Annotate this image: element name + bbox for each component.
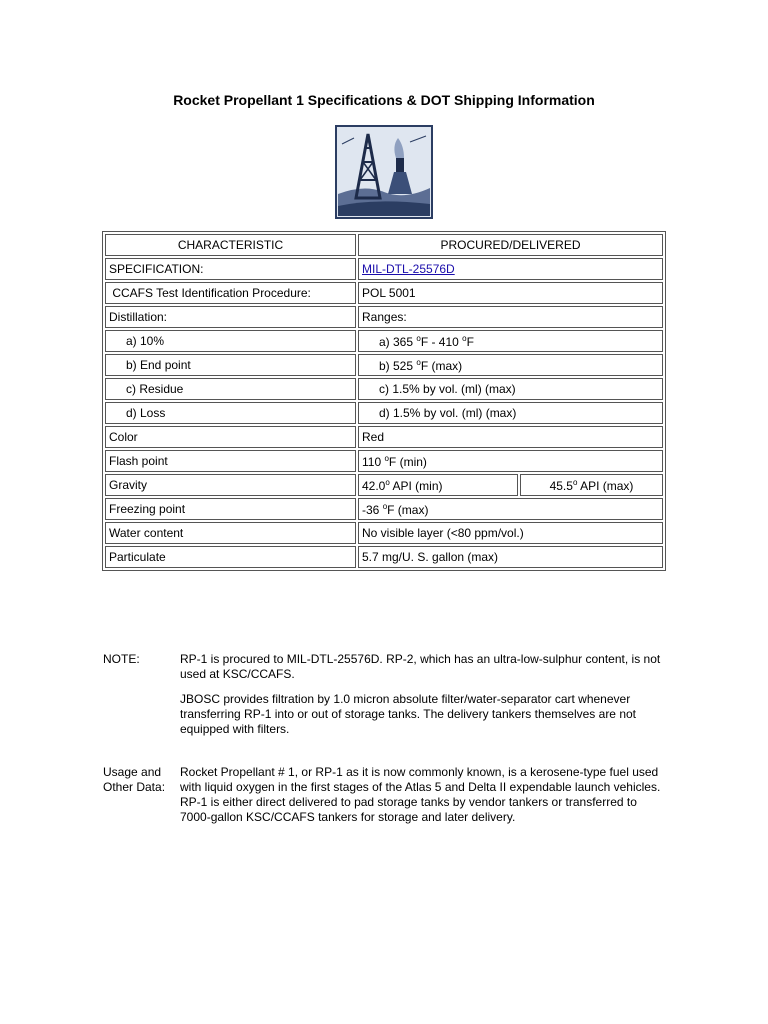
value-part: F (max) bbox=[387, 502, 429, 517]
note-body bbox=[180, 652, 670, 747]
row-value bbox=[358, 498, 663, 520]
usage-label-line: Usage and bbox=[103, 765, 162, 779]
row-label: Water content bbox=[105, 522, 356, 544]
row-value: Ranges: bbox=[358, 306, 663, 328]
table-row bbox=[105, 450, 663, 472]
degree-mark: o bbox=[572, 477, 578, 487]
table-row bbox=[105, 354, 663, 376]
table-row bbox=[105, 282, 663, 304]
row-label: Distillation: bbox=[105, 306, 356, 328]
row-label-text: CCAFS Test Identification Procedure: bbox=[112, 286, 311, 300]
row-value: Red bbox=[358, 426, 663, 448]
usage-paragraph: Rocket Propellant # 1, or RP-1 as it is now commonly known, is a kerosene-type fuel used with liquid oxygen in the first stages of the Atlas 5 and Delta II expendable launch vehicles. RP-1 is either direct delivered to pad storage tanks by vendor tankers or transferred to 7000-gallon KSC/CCAFS tankers for storage and later delivery. bbox=[180, 765, 661, 824]
note-paragraph: RP-1 is procured to MIL-DTL-25576D. RP-2, which has an ultra-low-sulphur content, is not used at KSC/CCAFS. bbox=[180, 652, 661, 681]
degree-mark: o bbox=[416, 333, 421, 343]
row-value bbox=[358, 258, 663, 280]
table-row bbox=[105, 402, 663, 424]
usage-body bbox=[180, 765, 670, 835]
degree-mark: o bbox=[385, 477, 390, 487]
value-part: F (max) bbox=[420, 358, 463, 373]
table-row bbox=[105, 258, 663, 280]
row-label: Gravity bbox=[105, 474, 356, 496]
note-paragraph: JBOSC provides filtration by 1.0 micron absolute filter/water-separator cart whenever transferring RP-1 into or out of storage tanks. The delivery tankers themselves are not equipped with filters. bbox=[180, 692, 636, 736]
row-label bbox=[105, 282, 356, 304]
value-part: API (min) bbox=[389, 478, 443, 493]
usage-block bbox=[103, 765, 673, 835]
note-block bbox=[103, 652, 673, 747]
value-part: 42.0 bbox=[362, 478, 386, 493]
value-part: a) 365 bbox=[379, 334, 417, 349]
degree-mark: o bbox=[384, 453, 389, 463]
note-label: NOTE: bbox=[103, 652, 140, 666]
row-value: No visible layer (<80 ppm/vol.) bbox=[358, 522, 663, 544]
row-value: d) 1.5% by vol. (ml) (max) bbox=[358, 402, 663, 424]
row-label: b) End point bbox=[105, 354, 356, 376]
header-procured-delivered: PROCURED/DELIVERED bbox=[358, 234, 663, 256]
header-characteristic: CHARACTERISTIC bbox=[105, 234, 356, 256]
specification-link[interactable]: MIL-DTL-25576D bbox=[362, 262, 455, 276]
value-part: F (min) bbox=[388, 454, 427, 469]
value-part: 110 bbox=[362, 454, 385, 469]
value-part: 45.5 bbox=[549, 478, 573, 493]
degree-mark: o bbox=[382, 501, 388, 511]
row-label: d) Loss bbox=[105, 402, 356, 424]
table-row bbox=[105, 498, 663, 520]
row-label: Freezing point bbox=[105, 498, 356, 520]
row-value bbox=[358, 354, 663, 376]
row-label: c) Residue bbox=[105, 378, 356, 400]
usage-label-line: Other Data: bbox=[103, 780, 166, 794]
specifications-table bbox=[102, 231, 666, 571]
oil-derrick-illustration bbox=[334, 124, 434, 220]
table-row bbox=[105, 378, 663, 400]
value-part: -36 bbox=[362, 502, 383, 517]
usage-label bbox=[103, 765, 180, 835]
row-value bbox=[358, 450, 663, 472]
row-value-max bbox=[520, 474, 663, 496]
table-row bbox=[105, 546, 663, 568]
row-value: c) 1.5% by vol. (ml) (max) bbox=[358, 378, 663, 400]
table-row bbox=[105, 426, 663, 448]
value-part: b) 525 bbox=[379, 358, 417, 373]
table-header-row bbox=[105, 234, 663, 256]
value-part: F - 410 bbox=[420, 334, 463, 349]
value-part: F bbox=[466, 334, 474, 349]
row-value: 5.7 mg/U. S. gallon (max) bbox=[358, 546, 663, 568]
row-value-min bbox=[358, 474, 518, 496]
row-label: Particulate bbox=[105, 546, 356, 568]
degree-mark: o bbox=[416, 357, 421, 367]
row-label: SPECIFICATION: bbox=[105, 258, 356, 280]
table-row bbox=[105, 474, 663, 496]
table-row bbox=[105, 306, 663, 328]
value-part: API (max) bbox=[577, 478, 634, 493]
row-label: Flash point bbox=[105, 450, 356, 472]
row-value bbox=[358, 330, 663, 352]
row-label: a) 10% bbox=[105, 330, 356, 352]
degree-mark: o bbox=[462, 333, 467, 343]
notes-section bbox=[103, 652, 673, 835]
table-row bbox=[105, 522, 663, 544]
page-title: Rocket Propellant 1 Specifications & DOT Shipping Information bbox=[173, 92, 595, 108]
row-value: POL 5001 bbox=[358, 282, 663, 304]
table-row bbox=[105, 330, 663, 352]
row-label: Color bbox=[105, 426, 356, 448]
